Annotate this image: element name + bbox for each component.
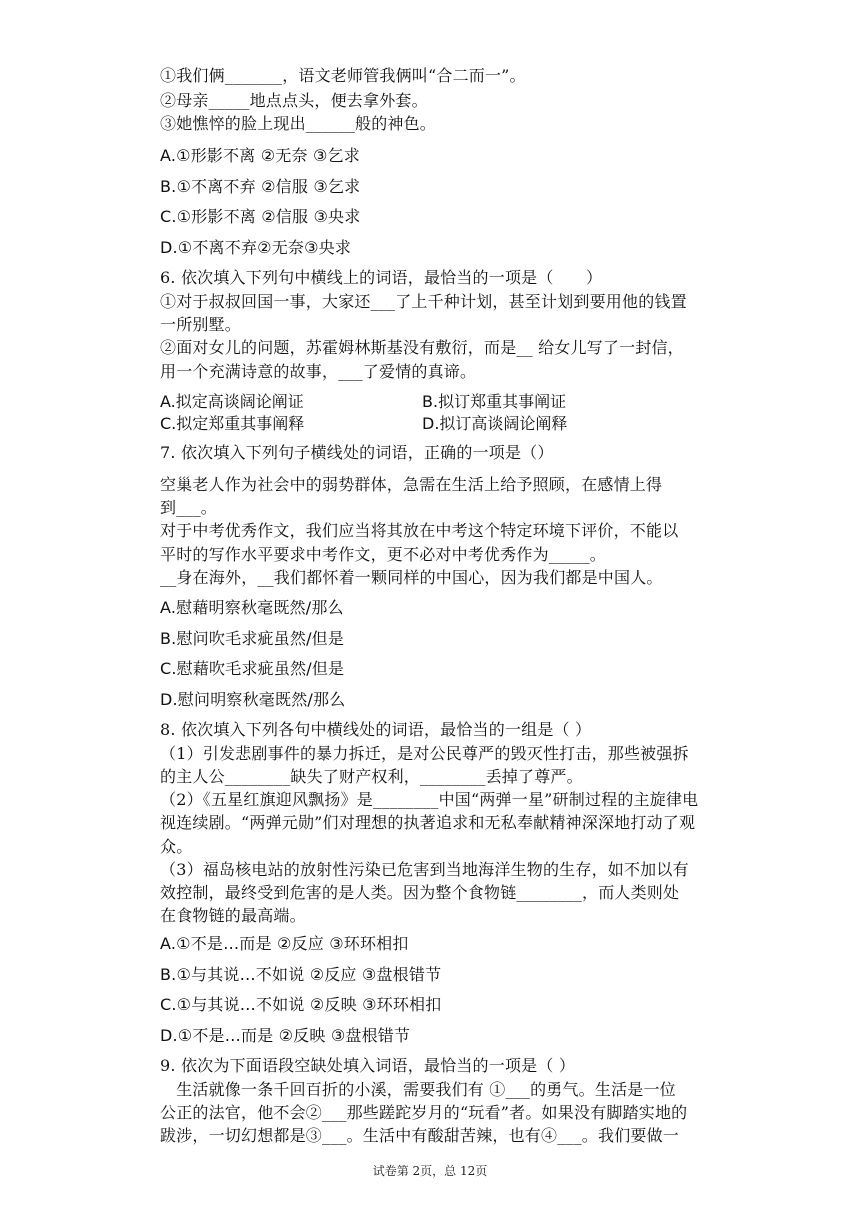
- q7-text-line-1: 空巢老人作为社会中的弱势群体，急需在生活上给予照顾，在感情上得: [160, 475, 663, 494]
- q7-option-c: C.慰藉吹毛求疵虽然/但是: [160, 659, 345, 678]
- q8-option-a: A.①不是…而是 ②反应 ③环环相扣: [160, 934, 409, 953]
- q6-text-line-3: ②面对女儿的问题，苏霍姆林斯基没有敷衍，而是__ 给女儿写了一封信，: [160, 338, 684, 357]
- q9-text-line-3: 跋涉，一切幻想都是③___。生活中有酸甜苦辣，也有④___。我们要做一: [160, 1126, 680, 1145]
- q8-option-d: D.①不是…而是 ②反映 ③盘根错节: [160, 1026, 411, 1045]
- q7-text-line-3: 对于中考优秀作文，我们应当将其放在中考这个特定环境下评价，不能以: [160, 521, 679, 540]
- q5-option-a: A.①形影不离 ②无奈 ③乞求: [160, 146, 360, 165]
- q7-stem: 7. 依次填入下列句子横线处的词语，正确的一项是（）: [160, 443, 554, 462]
- q7-option-a: A.慰藉明察秋毫既然/那么: [160, 598, 344, 617]
- q8-text-line-3: （2）《五星红旗迎风飘扬》是________中国“两弹一星”研制过程的主旋律电: [160, 790, 699, 809]
- q6-option-b: B.拟订郑重其事阐证: [422, 392, 567, 411]
- q6-option-d: D.拟订高谈阔论阐释: [422, 414, 568, 433]
- q7-text-line-5: __身在海外，__我们都怀着一颗同样的中国心，因为我们都是中国人。: [160, 568, 663, 587]
- q5-sentence-1: ①我们俩_______，语文老师管我俩叫“合二而一”。: [160, 66, 526, 85]
- q5-option-b: B.①不离不弃 ②信服 ③乞求: [160, 177, 361, 196]
- q8-text-line-7: 效控制，最终受到危害的是人类。因为整个食物链________，而人类则处: [160, 883, 680, 902]
- q9-text-line-2: 公正的法官，他不会②___那些蹉跎岁月的“玩看”者。如果没有脚踏实地的: [160, 1103, 688, 1122]
- q8-stem: 8. 依次填入下列各句中横线处的词语，最恰当的一组是（ ）: [160, 720, 592, 739]
- q6-option-a: A.拟定高谈阔论阐证: [160, 392, 304, 411]
- q8-text-line-6: （3）福岛核电站的放射性污染已危害到当地海洋生物的生存，如不加以有: [160, 860, 689, 879]
- q7-text-line-4: 平时的写作水平要求中考作文，更不必对中考优秀作为_____。: [160, 545, 607, 564]
- q5-option-d: D.①不离不弃②无奈③央求: [160, 238, 352, 257]
- q8-text-line-5: 众。: [160, 837, 193, 856]
- q5-sentence-2: ②母亲_____地点点头，便去拿外套。: [160, 91, 428, 110]
- q8-option-b: B.①与其说…不如说 ②反应 ③盘根错节: [160, 965, 442, 984]
- q5-sentence-3: ③她憔悴的脸上现出______般的神色。: [160, 114, 437, 133]
- q5-option-c: C.①形影不离 ②信服 ③央求: [160, 207, 361, 226]
- q8-text-line-2: 的主人公________缺失了财产权利，________丢掉了尊严。: [160, 767, 583, 786]
- q8-text-line-1: （1）引发悲剧事件的暴力拆迁，是对公民尊严的毁灭性打击，那些被强拆: [160, 744, 689, 763]
- q7-option-d: D.慰问明察秋毫既然/那么: [160, 690, 346, 709]
- q8-option-c: C.①与其说…不如说 ②反映 ③环环相扣: [160, 995, 442, 1014]
- q7-text-line-2: 到___。: [160, 498, 218, 517]
- q6-text-line-4: 用一个充满诗意的故事，___了爱情的真谛。: [160, 362, 477, 381]
- q9-text-line-1: 生活就像一条千回百折的小溪，需要我们有 ①___的勇气。生活是一位: [160, 1080, 676, 1099]
- page-footer: 试卷第 2页，总 12页: [372, 1164, 488, 1178]
- q6-stem: 6. 依次填入下列句中横线上的词语，最恰当的一项是（ ）: [160, 268, 603, 287]
- q9-stem: 9. 依次为下面语段空缺处填入词语，最恰当的一项是（ ）: [160, 1056, 576, 1075]
- q8-text-line-8: 在食物链的最高端。: [160, 906, 306, 925]
- q6-option-c: C.拟定郑重其事阐释: [160, 414, 305, 433]
- q8-text-line-4: 视连续剧。“两弹元勋”们对理想的执著追求和无私奉献精神深深地打动了观: [160, 813, 696, 832]
- q7-option-b: B.慰问吹毛求疵虽然/但是: [160, 629, 345, 648]
- q6-text-line-2: 一所别墅。: [160, 315, 242, 334]
- q6-text-line-1: ①对于叔叔回国一事，大家还___了上千种计划，甚至计划到要用他的钱置: [160, 292, 687, 311]
